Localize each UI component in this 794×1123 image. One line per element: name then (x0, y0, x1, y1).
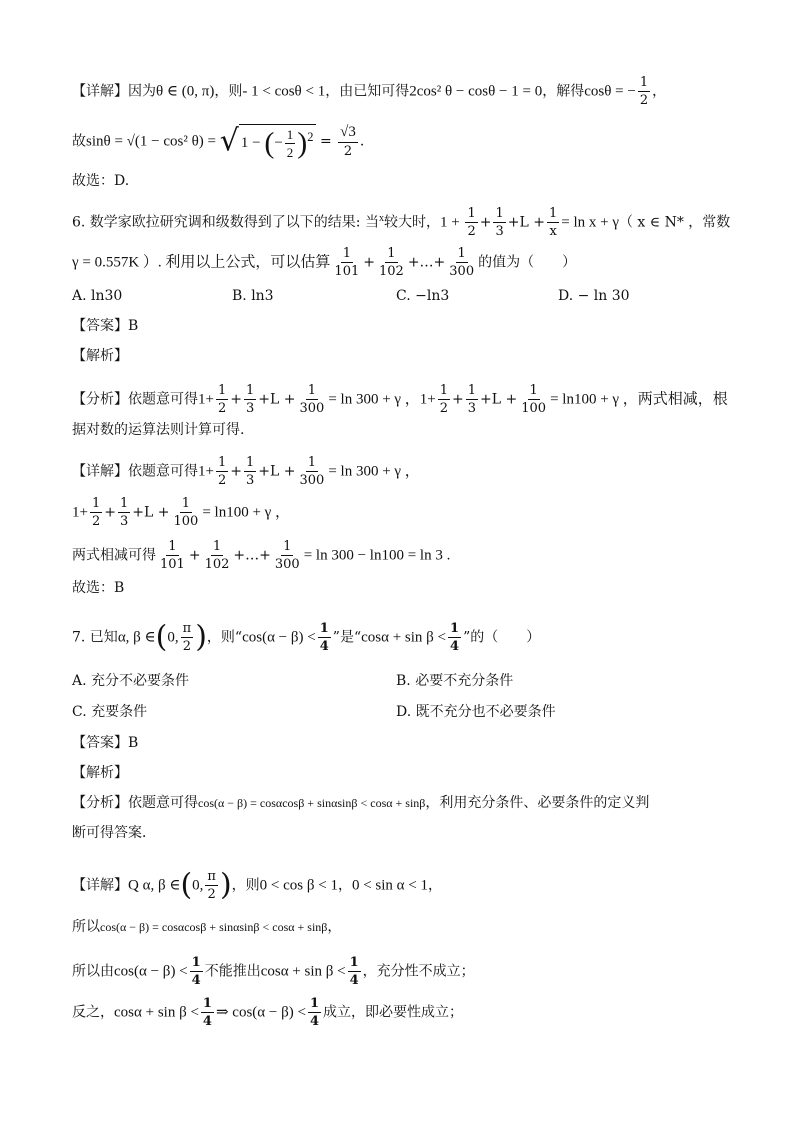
q5-sin-line: 故sinθ = √(1 − cos² θ) = √ 1 − (− $\frac{1}{2}$ )$^2$ = $\frac{√3}{2}$ . (72, 123, 365, 161)
q6-fenxi-line1: 【分析】依题意可得1+ $\frac{1}{2}$ + $\frac{1}{3}$ +L + $\frac{1}{300}$ = ln 300 + γ ，1+ $\frac{1}{2}$ + $\frac{1}{3}$ +L + $\frac{1}{100}$ = ln100 + γ ，两式相减，根 (72, 383, 728, 416)
q7-option-b: B. 必要不充分条件 (396, 673, 514, 689)
q6-fenxi-line2: 据对数的运算法则计算可得. (72, 422, 245, 438)
q7-option-c: C. 充要条件 (72, 704, 148, 720)
q6-option-d: D. − ln 30 (558, 288, 630, 304)
fraction-sqrt3-over-2: $\frac{√3}{2}$ (340, 124, 356, 160)
q6-option-c: C. −ln3 (396, 288, 450, 304)
q5-detail-line: 【详解】因为θ ∈ (0, π)，则- 1 < cosθ < 1，由已知可得2cos² θ − cosθ − 1 = 0，解得cosθ = − $\frac{1}{2}$ ， (72, 75, 667, 108)
detail-tag: 【详解】 (72, 83, 128, 100)
q7-option-d: D. 既不充分也不必要条件 (396, 704, 556, 720)
q6-detail-line1: 【详解】依题意可得1+ $\frac{1}{2}$ + $\frac{1}{3}$ +L + $\frac{1}{300}$ = ln 300 + γ ， (72, 455, 420, 488)
q6-option-b: B. ln3 (232, 288, 274, 304)
q7-analysis-tag: 【解析】 (72, 765, 128, 781)
q7-fenxi-line2: 断可得答案． (72, 825, 156, 841)
q7-converse-line: 反之，cosα + sin β < $\frac{1}{4}$ ⇒ cos(α − β) < $\frac{1}{4}$ 成立，即必要性成立； (72, 996, 463, 1029)
fraction-one-half: $\frac{1}{2}$ (639, 75, 649, 108)
q7-detail-line1: 【详解】Q α, β ∈(0, $\frac{\pi}{2}$ )，则0 < cos β < 1，0 < sin α < 1， (72, 867, 443, 903)
q6-detail-line2: 1+ $\frac{1}{2}$ + $\frac{1}{3}$ +L + $\frac{1}{100}$ = ln100 + γ ， (72, 496, 291, 529)
q6-answer: 【答案】B (72, 318, 139, 334)
q7-so-line2: 所以由cos(α − β) < $\frac{1}{4}$ 不能推出cosα + sin β < $\frac{1}{4}$ ，充分性不成立； (72, 955, 475, 988)
sqrt-expression: √ 1 − (− $\frac{1}{2}$ )$^2$ (219, 123, 314, 161)
q7-option-a: A. 充分不必要条件 (72, 673, 190, 689)
q6-choose: 故选：B (72, 580, 125, 596)
q7-fenxi-line1: 【分析】依题意可得cos(α − β) = cosαcosβ + sinαsinβ < cosα + sinβ，利用充分条件、必要条件的定义判 (72, 795, 650, 811)
q6-stem-line1: 6. 数学家欧拉研究调和级数得到了以下的结果: 当$^x$较大时，1 + $\frac{1}{2}$ + $\frac{1}{3}$ +L + $\frac{1}{x}$ = ln x + γ（ x ∈ N* ，常数 (72, 206, 731, 239)
q6-option-a: A. ln30 (72, 288, 123, 304)
q7-answer: 【答案】B (72, 735, 139, 751)
q5-choose: 故选：D. (72, 173, 130, 189)
q7-stem: 7. 已知α, β ∈(0, $\frac{\pi}{2}$ )，则“cos(α − β) < $\frac{1}{4}$ ”是“cosα + sin β < $\frac{1}{4}$ ”的（ ） (72, 619, 541, 655)
q7-so-line1: 所以cos(α − β) = cosαcosβ + sinαsinβ < cosα + sinβ， (72, 919, 342, 935)
q6-detail-line3: 两式相减可得 $\frac{1}{101}$ + $\frac{1}{102}$ +…+ $\frac{1}{300}$ = ln 300 − ln100 = ln 3 . (72, 539, 451, 572)
q6-analysis-tag: 【解析】 (72, 348, 128, 364)
q6-stem-line2: γ = 0.557K ）. 利用以上公式，可以估算 $\frac{1}{101}$ + $\frac{1}{102}$ +…+ $\frac{1}{300}$ 的值为（ ） (72, 246, 577, 279)
